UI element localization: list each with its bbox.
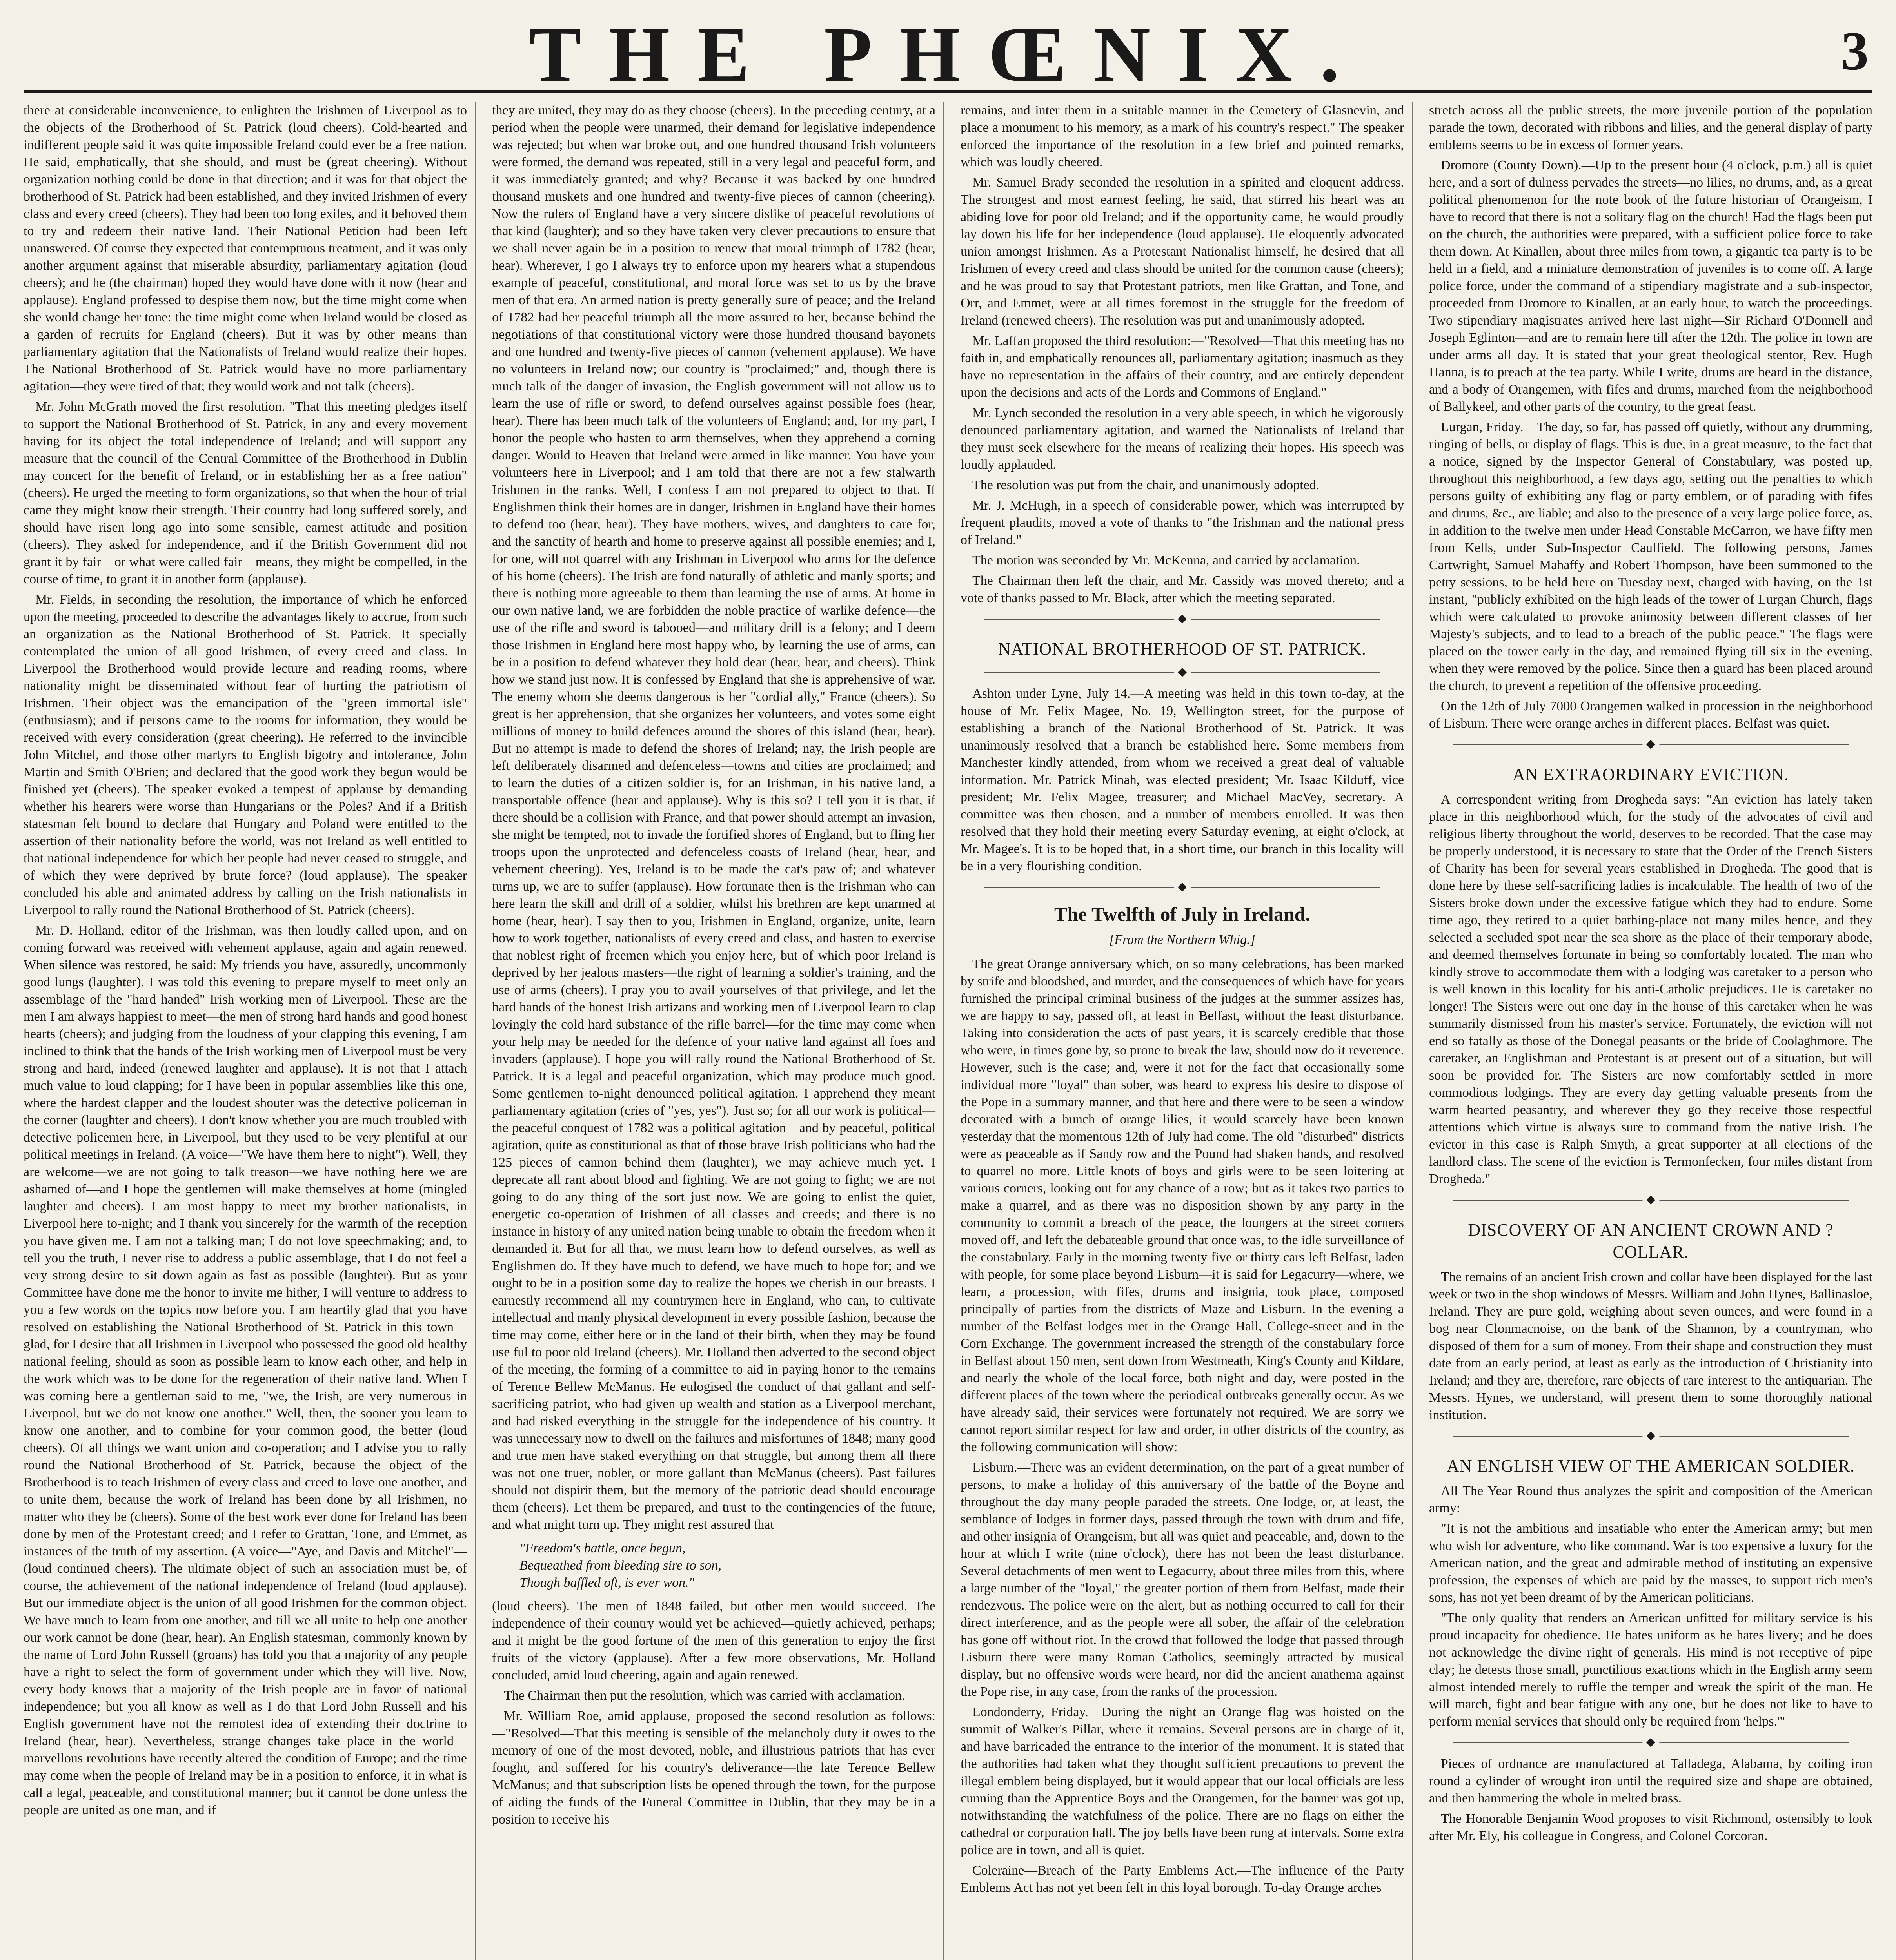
section-heading: The Twelfth of July in Ireland. [1054,903,1310,925]
section-divider [984,670,1380,676]
section-heading: AN ENGLISH VIEW OF THE AMERICAN SOLDIER. [1447,1456,1855,1475]
section-divider [1453,1433,1849,1439]
section-heading: AN EXTRAORDINARY EVICTION. [1512,765,1789,784]
masthead [24,8,1872,98]
paragraph: Mr. Fields, in seconding the resolution, the importance of which he enforced upon the meeting, proceeded to describe the advantages likely to accrue, from such an organization as the National Brotherhood of St. Patrick. It specially contemplated the union of all good Irishmen, of every creed and class. In Liverpool the Brotherhood would provide lecture and reading rooms, where nationality might be disseminated without fear of hurting the patriotism of Irishmen. Their object was the emancipation of the "green immortal isle" (enthusiasm); and if persons came to the rooms for information, they would be received with every consideration (great cheering). He referred to the invincible John Mitchel, and those other martyrs to English bigotry and intolerance, John Martin and Smith O'Brien; and declared that the good work they begun would be finished yet (cheers). The speaker evoked a tempest of applause by demanding whether his hearers were worse than Hungarians or the Poles? And if a British statesman felt bound to declare that Hungary and Poland were entitled to the assertion of their nationality before the world, was not Ireland as well entitled to that national independence for which her people had never ceased to struggle, and of which they were deprived by brute force? (loud applause). The speaker concluded his able and animated address by calling on the Irish nationalists in Liverpool to rally round the National Brotherhood of St. Patrick (cheers). [24,592,467,917]
paragraph: stretch across all the public streets, the more juvenile portion of the population parade the town, decorated with ribbons and lilies, and the general display of party emblems seems to be in excess of former years. [1429,103,1872,152]
paragraph: Mr. John McGrath moved the first resolution. "That this meeting pledges itself to support the National Brotherhood of St. Patrick, in any and every movement having for its object the total independence of Ireland; and will support any measure that the council of the Central Committee of the Brotherhood in Dublin may concert for the benefit of Ireland, or in establishing her as a free nation" (cheers). He urged the meeting to form organizations, so that when the hour of trial came they might know their strength. Their country had long suffered sorely, and should have risen long ago into some sensible, earnest attitude and position (cheers). They asked for independence, and if the British Government did not grant it by fair—or what were called fair—means, they might be compelled, in the course of time, to grant it in another form (applause). [24,399,467,586]
paragraph: Lurgan, Friday.—The day, so far, has passed off quietly, without any drumming, ringing of bells, or display of flags. This is due, in a great measure, to the fact that a notice, signed by the Inspector General of Constabulary, was posted up, throughout this neighborhood, a few days ago, setting out the penalties to which persons guilty of exhibiting any flag or party emblem, or of parading with fifes and drums, &c., are liable; and also to the presence of a very large police force, as, in addition to the twelve men under Head Constable McCarron, we have fifty men from Kells, under Sub-Inspector Caulfield. The following persons, James Cartwright, Samuel Mahaffy and Robert Thompson, have been summoned to the petty sessions, to be held here on Tuesday next, charged with having, on the 1st instant, "publicly exhibited on the high leads of the tower of Lurgan Church, flags which were calculated to provoke animosity between different classes of her Majesty's subjects, and to lead to a breach of the public peace." The flags were placed on the tower early in the day, and remained flying till six in the evening, when they were removed by the police. Since then a guard has been placed around the church, to prevent a repetition of the offensive proceeding. [1429,420,1872,693]
paragraph: Dromore (County Down).—Up to the present hour (4 o'clock, p.m.) all is quiet here, and a sort of dulness pervades the streets—no lilies, no drums, and, as a great political phenomenon for the note book of the future historian of Orangeism, I have to record that there is not a solitary flag on the church! Had the flags been put on the church, the authorities were prepared, with a sufficient police force to take them down. At Kinallen, about three miles from town, a gigantic tea party is to be held in a field, and a miniature demonstration of juveniles is to come off. A large police force, under the command of a stipendiary magistrate and a sub-inspector, proceeded from Dromore to Kinallen, at an early hour, to watch the proceedings. Two stipendiary magistrates arrived here last night—Sir Richard O'Donnell and Joseph Eglinton—and are to remain here till after the 12th. The police in town are under arms all day. It is stated that your great theological stentor, Rev. Hugh Hanna, is to preach at the tea party. While I write, drums are heard in the distance, and a body of Orangemen, with fifes and drums, marched from the neighborhood of Ballykeel, and other parts of the country, to the great feast. [1429,158,1872,414]
newspaper-title: THE PHŒNIX. [529,11,1367,98]
section-heading: DISCOVERY OF AN ANCIENT CROWN AND ? COLLAR. [1468,1220,1834,1261]
paragraph: they are united, they may do as they choose (cheers). In the preceding century, at a period when the people were unarmed, their demand for legislative independence was rejected; but when war broke out, and one hundred thousand Irish volunteers were formed, the demand was repeated, still in a very legal and peaceful form, and it was immediately granted; and why? Because it was backed by one hundred thousand muskets and one hundred and twenty-five pieces of cannon (cheering). Now the rulers of England have a very sincere dislike of peaceful revolutions of that kind (laughter); and so they have taken very clever precautions to ensure that we shall never again be in a position to renew that moral triumph of 1782 (hear, hear). Wherever, I go I always try to enforce upon my hearers what a stupendous example of peaceful, constitutional, and moral force was set to us by the brave men of that era. An armed nation is pretty generally sure of peace; and the Ireland of 1782 had her peaceful triumph all the more assured to her, because behind the negotiations of that constitutional victory were those hundred thousand bayonets and one hundred and twenty-five pieces of cannon (vehement applause). We have no volunteers in Ireland now; our country is "proclaimed;" and, though there is much talk of the danger of invasion, the English government will not allow us to learn the use of rifle or sword, to defend ourselves against possible foes (hear, hear). There has been much talk of the volunteers of England; and, for my part, I honor the people who hasten to arm themselves, when they apprehend a coming danger. Would to Heaven that Ireland were armed in like manner. You have your volunteers here in Liverpool; and I am told that there are not a few stalwarth Irishmen in the ranks. Well, I confess I am not prepared to object to that. If Englishmen think their homes are in danger, Irishmen in England have their homes to defend too (hear, hear). They have mothers, wives, and daughters to care for, and the sanctity of hearth and home to preserve against all possible enemies; and I, for one, will not quarrel with any Irishman in Liverpool who arms for the defence of his home (cheers). The Irish are fond naturally of athletic and manly sports; and there is nothing more agreeable to them than learning the use of arms. At home in our own native land, we are forbidden the noble practice of warlike defence—the use of the rifle and sword is tabooed—and military drill is a felony; and I deem those Irishmen in England here most happy who, by learning the use of arms, can be in a position to defend whatever they hold dear (hear, hear, and cheers). Think how we stand just now. It is confessed by England that she is apprehensive of war. The enemy whom she deems dangerous is her "cordial ally," France (cheers). So great is her apprehension, that she organizes her volunteers, and votes some eight millions of money to build defences around the shores of this island (hear, hear). But no attempt is made to defend the shores of Ireland; nay, the Irish people are left deliberately disarmed and defenceless—towns and cities are proclaimed; and to learn the duties of a citizen soldier is, for an Irishman, in his native land, a transportable offence (hear and applause). Why is this so? I tell you it is that, if there should be a collision with France, and that power should attempt an invasion, she might be tempted, not to invade the fortified shores of England, but to fling her troops upon the unprotected and defenceless coasts of Ireland (hear, hear, and vehement cheering). Yes, Ireland is to be made the cat's paw of; and whatever turns up, we are to suffer (applause). How fortunate then is the Irishman who can here learn the skill and drill of a soldier, whilst his brethren are kept unarmed at home (hear, hear). I say then to you, Irishmen in England, organize, unite, learn how to work together, nationalists of every creed and class, and hasten to exercise that noblest right of freemen which you enjoy here, but of which poor Ireland is deprived by her jealous masters—the right of learning a soldier's training, and the use of arms (cheers). I pray you to avail yourselves of that privilege, and let the hard hands of the honest Irish artizans and working men of Liverpool learn to clap lovingly the cold hard substance of the rifle barrel—for the time may come when your help may be needed for the defence of your native land against all foes and invaders (applause). I hope you will rally round the National Brotherhood of St. Patrick. It is a legal and peaceful organization, which may produce much good. Some gentlemen to-night denounced political agitation. I apprehend they meant parliamentary agitation (cries of "yes, yes"). Just so; for all our work is political—the peaceful conquest of 1782 was a political agitation—and by peaceful, political agitation, quite as constitutional as that of those brave Irish politicians who had the 125 pieces of cannon behind them (laughter), we may achieve much yet. I deprecate all rant about blood and fighting. We are not going to fight; we are not going to do any thing of the sort just now. We are going to enlist the quiet, energetic co-operation of Irishmen of all classes and creeds; and there is no instance in history of any united nation being unable to obtain the freedom when it demanded it. But for all that, we must learn how to defend ourselves, as well as Englishmen do. If they have much to defend, we have much to hope for; and we ought to be in a position some day to realize the hopes we cherish in our breasts. I earnestly recommend all my countrymen here in England, who can, to cultivate intellectual and manly physical development in every possible fashion, because the time may come, either here or in the land of their birth, when they may be found use ful to poor old Ireland (cheers). Mr. Holland then adverted to the second object of the meeting, the forming of a committee to aid in paying honor to the remains of Terence Bellew McManus. He eulogised the conduct of that gallant and self-sacrificing patriot, who had given up wealth and station as a Liverpool merchant, and had risked everything in the struggle for the independence of his country. It was unnecessary now to dwell on the failures and misfortunes of 1848; many good and true men have staked everything on that struggle, but among them all there was not one truer, nobler, or more gallant than McManus (cheers). Past failures should not dispirit them, but the memory of the patriotic dead should encourage them (cheers). Let them be prepared, and trust to the contingencies of the future, and what might turn up. They might rest assured that [492,103,935,1532]
poem-line: Though baffled oft, is ever won." [519,1575,694,1590]
column-2 [492,102,944,1960]
poem-line: "Freedom's battle, once begun, [519,1541,686,1555]
section-divider [1453,742,1849,748]
source-line: [From the Northern Whig.] [1109,933,1255,947]
paragraph: The Chairman then left the chair, and Mr. Cassidy was moved thereto; and a vote of thanks passed to Mr. Black, after which the meeting separated. [961,573,1404,605]
paragraph: Ashton under Lyne, July 14.—A meeting was held in this town to-day, at the house of Mr. Felix Magee, No. 19, Wellington street, for the purpose of establishing a branch of the National Brotherhood of St. Patrick. It was unanimously resolved that a branch be established here. Some members from Manchester kindly attended, from whom we received a great deal of valuable information. Mr. Patrick Minah, was elected president; Mr. Isaac Kilduff, vice president; Mr. Felix Magee, treasurer; and Michael MacVey, secretary. A committee was then chosen, and a number of members enrolled. It was then resolved that they hold their meeting every Saturday evening, at eight o'clock, at Mr. Magee's. It is to be hoped that, in a short time, our branch in this locality will be in a very flourishing condition. [961,686,1404,873]
paragraph: remains, and inter them in a suitable manner in the Cemetery of Glasnevin, and place a monument to his memory, as a mark of his country's respect." The speaker enforced the importance of the resolution in a few brief and pointed remarks, which was loudly cheered. [961,103,1404,169]
page-number: 3 [1841,21,1869,82]
paragraph: Mr. Samuel Brady seconded the resolution in a spirited and eloquent address. The strongest and most earnest feeling, he said, that stirred his heart was an abiding love for poor old Ireland; and if the opportunity came, he would proudly lay down his life for her independence (loud applause). He eloquently advocated union amongst Irishmen. As a Protestant Nationalist himself, he desired that all Irishmen of every creed and class should be united for the common cause (cheers); and he was proud to say that Protestant patriots, men like Grattan, and Tone, and Orr, and Emmet, were at all times foremost in the struggle for the freedom of Ireland (renewed cheers). The resolution was put and unanimously adopted. [961,175,1404,328]
paragraph: The Chairman then put the resolution, which was carried with acclamation. [504,1688,905,1703]
paragraph: The motion was seconded by Mr. McKenna, and carried by acclamation. [972,553,1360,568]
paragraph: Mr. J. McHugh, in a speech of considerable power, which was interrupted by frequent plaudits, moved a vote of thanks to "the Irishman and the national press of Ireland." [961,498,1404,547]
paragraph: All The Year Round thus analyzes the spirit and composition of the American army: [1429,1484,1872,1515]
paragraph: Mr. D. Holland, editor of the Irishman, was then loudly called upon, and on coming forward was received with vehement applause, again and again renewed. When silence was restored, he said: My friends you have, assuredly, uncommonly good lungs (laughter). I was told this evening to prepare myself to meet only an assemblage of the "hard handed" Irish working men of Liverpool. These are the men I am always happiest to meet—the men of strong hard hands and good honest hearts (cheers); and judging from the loudness of your clapping this evening, I am inclined to think that the hands of the Irish working men of Liverpool must be very strong and hard, indeed (renewed laughter and applause). It is not that I attach much value to loud clapping; for I have been in popular assemblies like this one, where the hardest clapper and the loudest shouter was the detective policeman in the corner (laughter and cheers). I don't know whether you are much troubled with detective policemen here, in Liverpool, but they used to be very plentiful at our political meetings in Ireland. (A voice—"We have them here to night"). Well, they are welcome—we are not going to talk treason—we have nothing here we are ashamed of—and I hope the gentlemen will make themselves at home (mingled laughter and cheers). I am most happy to meet my brother nationalists, in Liverpool here to-night; and I thank you sincerely for the warmth of the reception you have given me. I am not a talking man; I do not love speechmaking; and, to tell you the truth, I never rise to address a public assemblage, that I do not feel a very strong desire to sit down again as fast as possible (laughter). But as your Committee have done me the honor to invite me hither, I will venture to address to you a few words on the topics now before you. I am heartily glad that you have resolved on establishing the National Brotherhood of St. Patrick in this town—glad, for I desire that all Irishmen in Liverpool who possessed the good old healthy national feeling, should as soon as possible learn to know each other, and help in the work which was to be done for the regeneration of their native land. When I was coming here a gentleman said to me, "we, the Irish, are very numerous in Liverpool, but we do not know one another." Well, then, the sooner you learn to know one another, and to combine for your common good, the better (loud cheers). Of all things we want union and co-operation; and I advise you to rally round the National Brotherhood of St. Patrick, because the object of the Brotherhood is to teach Irishmen of every class and creed to love one another, and to unite them, because the work of Ireland has been done by all Irishmen, no matter who they be (cheers). Some of the best work ever done for Ireland has been done by men of the Protestant creed; and I refer to Grattan, Tone, and Emmet, as instances of the truth of my assertion. (A voice—"Aye, and Davis and Mitchel"—(loud continued cheers). The ultimate object of such an association must be, of course, the achievement of the national independence of Ireland (loud applause). But our immediate object is the union of all good Irishmen for the common object. We have much to learn from one another, and till we all unite to help one another our work cannot be done (hear, hear). An English statesman, commonly known by the name of Lord John Russell (groans) has told you that a majority of any people have a right to select the form of government under which they will live. Now, every body knows that a majority of the Irish people are in favor of national independence; but you all know as well as I do that Lord John Russell and his English government have not the remotest idea of extending their doctrine to Ireland (hear, hear). Nevertheless, strange changes take place in the world—marvellous revolutions have recently altered the condition of Europe; and the time may come when the people of Ireland may be in a position to enforce, it in what is call a legal, peaceable, and constitutional manner; but it cannot be done unless the people are united as one man, and if [24,923,467,1817]
column-1 [24,102,476,1960]
paragraph: The remains of an ancient Irish crown and collar have been displayed for the last week or two in the shop windows of Messrs. William and John Hynes, Ballinasloe, Ireland. They are pure gold, weighing about seven ounces, and were found in a bog near Clonmacnoise, on the bank of the Shannon, by a countryman, who disposed of them for a sum of money. From their shape and construction they must date from an early period, at least as early as the introduction of Christianity into Ireland; and they are, therefore, rare objects of rare interest to the antiquarian. The Messrs. Hynes, we understand, will present them to some thoroughly national institution. [1429,1270,1872,1422]
paragraph: The Honorable Benjamin Wood proposes to visit Richmond, ostensibly to look after Mr. Ely, his colleague in Congress, and Colonel Corcoran. [1429,1811,1872,1843]
poem-quote [519,1540,935,1592]
paragraph: "It is not the ambitious and insatiable who enter the American army; but men who wish for adventure, who like command. War is too expensive a luxury for the American nation, and the great and admirable method of instituting an expensive profession, the expenses of which are paid by the masses, to support rich men's sons, has not yet been dreamt of by the American politicians. [1429,1521,1872,1605]
paragraph: Lisburn.—There was an evident determination, on the part of a great number of persons, to make a holiday of this anniversary of the battle of the Boyne and throughout the day many people paraded the streets. One lodge, or, at least, the semblance of lodges in former days, passed through the town with drum and fife, and other insignia of Orangeism, but all was quiet and peaceable, and, down to the hour at which I write (nine o'clock), there has not been the least disturbance. Several detachments of men went to Legacurry, about three miles from this, where a large number of the "loyal," the greater portion of them from Belfast, made their rendezvous. The police were on the alert, but as nothing occurred to call for their direct interference, and as the people were all sober, the affair of the celebration has gone off without riot. In the crowd that followed the lodge that passed through Lisburn there were many Roman Catholics, seemingly attracted by musical display, but no offensive words were heard, nor did the ancient anathema against the Pope rise, in any case, from the ranks of the procession. [961,1460,1404,1699]
section-divider [1453,1197,1849,1203]
article-columns [24,102,1872,1960]
paragraph: Mr. Lynch seconded the resolution in a very able speech, in which he vigorously denounced parliamentary agitation, and warned the Nationalists of Ireland that they must seek elsewhere for the means of realizing their hopes. His speech was loudly applauded. [961,406,1404,472]
paragraph: The resolution was put from the chair, and unanimously adopted. [972,478,1320,492]
paragraph: On the 12th of July 7000 Orangemen walked in procession in the neighborhood of Lisburn. There were orange arches in different places. Belfast was quiet. [1429,699,1872,731]
paragraph: The great Orange anniversary which, on so many celebrations, has been marked by strife and bloodshed, and murder, and the consequences of which have for years furnished the principal criminal business of the judges at the summer assizes has, we are happy to say, passed off, at least in Belfast, without the least disturbance. Taking into consideration the acts of past years, it is scarcely credible that those who were, in times gone by, so prone to break the law, should now do it reverence. However, such is the case; and, were it not for the fact that occasionally some individual more "loyal" than sober, was heard to express his desire to dispose of the Pope in a summary manner, and that here and there were to be seen a window decorated with a bunch of orange lilies, it would scarcely have been known yesterday that the momentous 12th of July had come. The old "disturbed" districts were as peaceable as if Sandy row and the Pound had shaken hands, and resolved to quarrel no more. Little knots of boys and girls were to be seen loitering at various corners, looking out for any chance of a row; but as it takes two parties to make a quarrel, and as there was no disposition shown by any party in the community to commit a breach of the peace, the loungers at the street corners moved off, and left the debateable ground that once was, to the idle surveillance of the constabulary. Early in the morning twenty five or thirty cars left Belfast, laden with people, for some place beyond Lisburn—it is said for Legacurry—where, we learn, a procession, with fifes, drums and insignia, took place, composed principally of parties from the districts of Maze and Lisburn. In the evening a number of the Belfast lodges met in the Orange Hall, College-street and in the Corn Exchange. The government increased the strength of the constabulary force in Belfast about 150 men, sent down from Westmeath, King's County and Kildare, and nearly the whole of the local force, both night and day, were posted in the different places of the town where the periodical outbreaks generally occur. As we have already said, their services were fortunately not required. We are sorry we cannot report similar respect for law and order, in other districts of the country, as the following communication will show:— [961,957,1404,1454]
paragraph: Mr. William Roe, amid applause, proposed the second resolution as follows:—"Resolved—That this meeting is sensible of the melancholy duty it owes to the memory of one of the most devoted, noble, and illustrious patriots that has ever fought, and suffered for his country's deliverance—the late Terence Bellew McManus; and that subscription lists be opened through the town, for the purpose of aiding the funds of the Funeral Committee in Dublin, that they may be in a position to receive his [492,1709,935,1827]
section-divider [984,616,1380,622]
paragraph: Mr. Laffan proposed the third resolution:—"Resolved—That this meeting has no faith in, and emphatically renounces all, parliamentary agitation; inasmuch as they have no representation in the affairs of their country, and are entirely dependent upon the decisions and acts of the Lords and Commons of England." [961,334,1404,400]
column-4 [1429,102,1872,1960]
poem-line: Bequeathed from bleeding sire to son, [519,1558,721,1573]
paragraph: Coleraine—Breach of the Party Emblems Act.—The influence of the Party Emblems Act has not yet been felt in this loyal borough. To-day Orange arches [961,1863,1404,1895]
column-3 [961,102,1413,1960]
paragraph: "The only quality that renders an American unfitted for military service is his proud incapacity for obedience. He hates uniform as he hates livery; and he does not acknowledge the divine right of generals. His mind is not receptive of pipe clay; he detests those small, punctilious exactions which in the English army seem almost intended merely to ruffle the temper and wreak the spirit of the man. He will march, fight and bear fatigue with any one, but he does not like to have to perform menial services that should only be required from 'helps.'" [1429,1611,1872,1729]
paragraph: Londonderry, Friday.—During the night an Orange flag was hoisted on the summit of Walker's Pillar, where it remains. Several persons are in charge of it, and have barricaded the entrance to the interior of the monument. It is stated that the authorities had taken what they thought sufficient precautions to prevent the illegal emblem being displayed, but it would appear that our local officials are less cunning than the Apprentice Boys and the Orangemen, for the banner was got up, notwithstanding the watchfulness of the police. There are no flags on either the cathedral or corporation hall. The joy bells have been rung at intervals. Some extra police are in town, and all is quiet. [961,1705,1404,1857]
section-heading: NATIONAL BROTHERHOOD OF ST. PATRICK. [998,639,1366,659]
paragraph: (loud cheers). The men of 1848 failed, but other men would succeed. The independence of their country would yet be achieved—quietly achieved, perhaps; and it might be the good fortune of the men of this generation to enjoy the first fruits of the victory (applause). After a few more observations, Mr. Holland concluded, amid loud cheering, again and again renewed. [492,1599,935,1682]
paragraph: A correspondent writing from Drogheda says: "An eviction has lately taken place in this neighborhood which, for the study of the advocates of civil and religious liberty throughout the world, deserves to be recorded. That the case may be properly understood, it is necessary to state that the Order of the French Sisters of Charity has been for several years established in Drogheda. The good that is done here by these self-sacrificing ladies is incalculable. The health of two of the Sisters broke down under the excessive fatigue which they had to endure. Some time ago, they retired to a quiet bathing-place not many miles hence, and they selected a secluded spot near the sea shore as the place of their temporary abode, and deemed themselves fortunate in being so comfortably located. The man who kindly strove to accommodate them with a lodging was caretaker to a person who is well known in this locality for his anti-Catholic prejudices. He is caretaker no longer! The Sisters were out one day in the house of this caretaker when he was summarily dismissed from his master's service. Fortunately, the eviction will not end so fatally as those of the Donegal peasants or the bride of Coolaghmore. The caretaker, an Englishman and Protestant is at present out of a situation, but will soon be provided for. The Sisters are now comfortably settled in more commodious lodgings. They are every day getting valuable presents from the warm hearted peasantry, and wherever they go they receive those respectful attentions which virtue is always sure to command from the native Irish. The evictor in this case is Ralph Smyth, a great supporter at all elections of the landlord class. The scene of the eviction is Termonfecken, four miles distant from Drogheda." [1429,792,1872,1186]
paragraph: there at considerable inconvenience, to enlighten the Irishmen of Liverpool as to the objects of the Brotherhood of St. Patrick (loud cheers). Cold-hearted and indifferent people said it was quite impossible Ireland could ever be a free nation. He said, emphatically, that she should, and must be (great cheering). Without organization nothing could be done in that direction; and it was for that object the brotherhood of St. Patrick had been established, and they invited Irishmen of every class and every creed (cheers). They had been too long exiles, and it behoved them to try and redeem their native land. Their National Petition had been left unanswered. Of course they expected that contemptuous treatment, and it was only another argument against that miserable absurdity, parliamentary agitation (loud cheers); and he (the chairman) hoped they would have done with it now (hear and applause). England professed to despise them now, but the time might come when she would change her tone: the time might come when Ireland would be closed as a garden of recruits for England (cheers). But it was by other means than parliamentary agitation that the Nationalists of Ireland would realize their hopes. The National Brotherhood of St. Patrick would have no more parliamentary agitation—they were tired of that; they would work and not talk (cheers). [24,103,467,394]
section-divider [1453,1740,1849,1746]
paragraph: Pieces of ordnance are manufactured at Talladega, Alabama, by coiling iron round a cylinder of wrought iron until the required size and shape are obtained, and then hammering the whole in melted brass. [1429,1757,1872,1806]
section-divider [984,884,1380,891]
